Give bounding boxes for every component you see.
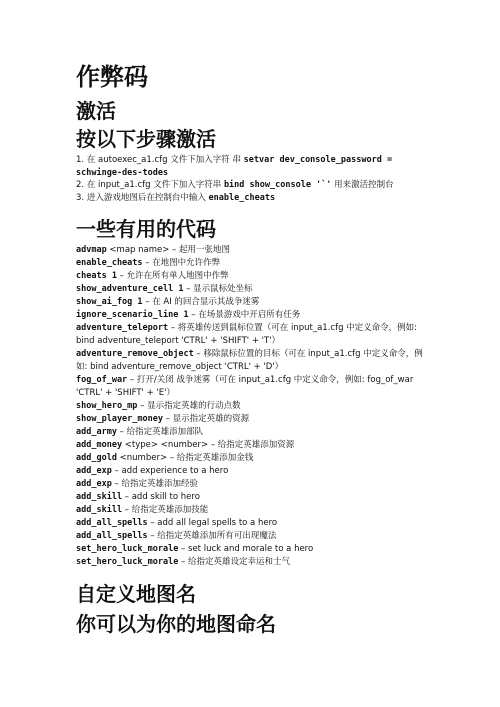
code-description: – add skill to hero [124,492,200,502]
code-item [76,452,426,465]
code-description: – 在地图中允许作弊 [145,258,221,268]
code-item [76,491,426,504]
code-description: – 显示鼠标处坐标 [186,284,253,294]
code-description: – 将英雄传送到鼠标位置（可在 input_a1.cfg 中定义命令，例如: bind adventure_teleport 'CTRL' + 'SHIFT' + 'T'） [76,323,418,346]
code-description: – 显示指定英雄的资源 [165,414,250,424]
code-item [76,322,426,348]
code-command: add_money [76,440,123,450]
code-item [76,270,426,283]
code-description: – 给指定英雄设定幸运和士气 [181,557,291,567]
code-item [76,517,426,530]
code-command: cheats 1 [76,271,117,281]
code-command: add_all_spells [76,531,148,541]
code-description: – 显示指定英雄的行动点数 [140,401,241,411]
code-command: add_skill [76,492,123,502]
code-item [76,296,426,309]
custom-heading: 自定义地图名 [76,582,196,606]
code-command: show_hero_mp [76,401,138,411]
code-description: – 在场景游戏中开启所有任务 [191,310,301,320]
code-command: advmap [76,245,107,255]
code-description: – 移除鼠标位置的目标（可在 input_a1.cfg 中定义命令，例如: bind adventure_remove_object 'CTRL' + 'D'） [76,349,423,372]
code-description: <number> – 给指定英雄添加金钱 [119,453,254,463]
code-description: <map name> – 起用一张地图 [109,245,231,255]
code-description: – set luck and morale to a hero [181,544,314,554]
code-item [76,556,426,569]
code-command: show_player_money [76,414,163,424]
code-description: – add all legal spells to a hero [150,518,278,528]
code-command: add_skill [76,505,123,515]
code-item [76,530,426,543]
activate-steps [76,154,426,204]
code-command: enable_cheats [76,258,143,268]
code-item [76,348,426,374]
code-description: <type> <number> – 给指定英雄添加资源 [124,440,295,450]
code-description: – 允许在所有单人地图中作弊 [119,271,229,281]
code-description: – 给指定英雄添加经验 [114,479,198,489]
step-2: 2. 在 input_a1.cfg 文件下加入字符串 bind show_console '`' 用来激活控制台 [76,180,394,190]
code-command: adventure_remove_object [76,349,194,359]
code-description: – 打开/关闭 战争迷雾（可在 input_a1.cfg 中定义命令，例如: fog_of_war 'CTRL' + 'SHIFT' + 'E'） [76,375,414,398]
code-description: – 给指定英雄添加部队 [119,427,204,437]
page-title: 作弊码 [76,63,148,91]
code-description: – 在 AI 的回合显示其战争迷雾 [145,297,260,307]
step-1: 1. 在 autoexec_a1.cfg 文件下加入字符 串 setvar dev_console_password = schwinge-des-todes [76,155,393,178]
custom-subheading: 你可以为你的地图命名 [76,612,276,636]
code-description: – add experience to a hero [114,466,229,476]
code-item [76,309,426,322]
code-command: fog_of_war [76,375,128,385]
code-item [76,478,426,491]
code-item [76,504,426,517]
code-list [76,244,426,569]
code-command: add_exp [76,479,112,489]
activate-subheading: 按以下步骤激活 [76,127,216,151]
code-item [76,400,426,413]
code-command: ignore_scenario_line 1 [76,310,189,320]
code-item [76,465,426,478]
activate-heading: 激活 [76,99,116,123]
code-item [76,543,426,556]
code-item [76,257,426,270]
code-command: add_army [76,427,117,437]
code-command: set_hero_luck_morale [76,557,179,567]
code-item [76,413,426,426]
code-item [76,374,426,400]
code-command: add_all_spells [76,518,148,528]
codes-heading: 一些有用的代码 [76,217,216,241]
code-item [76,244,426,257]
code-command: adventure_teleport [76,323,169,333]
code-item [76,439,426,452]
code-command: show_ai_fog 1 [76,297,143,307]
document-page [76,62,426,637]
code-command: add_exp [76,466,112,476]
code-command: set_hero_luck_morale [76,544,179,554]
code-command: show_adventure_cell 1 [76,284,184,294]
code-item [76,426,426,439]
step-3: 3. 进入游戏地图后在控制台中输入 enable_cheats [76,192,276,203]
code-description: – 给指定英雄添加所有可出现魔法 [150,531,277,541]
code-item [76,283,426,296]
code-description: – 给指定英雄添加技能 [124,505,209,515]
code-command: add_gold [76,453,117,463]
